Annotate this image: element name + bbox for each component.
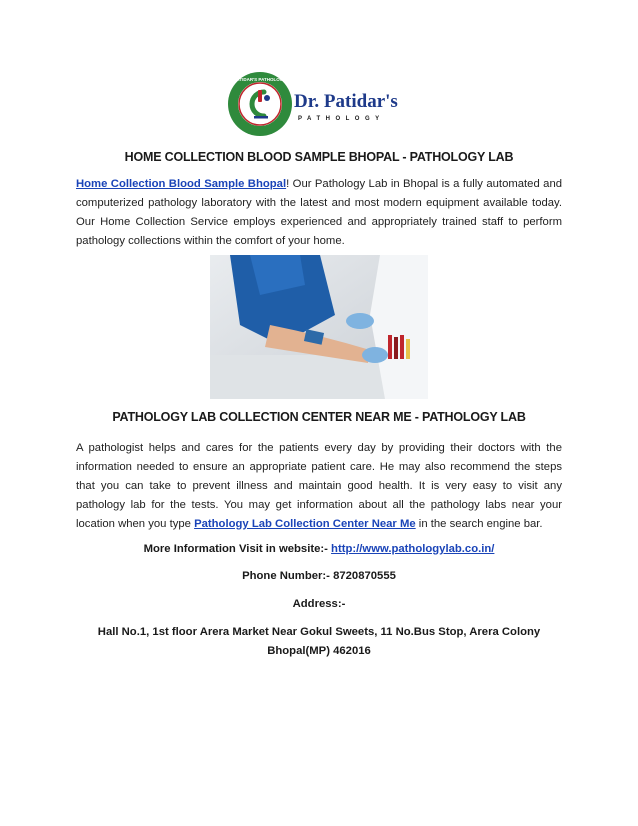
section1-heading: HOME COLLECTION BLOOD SAMPLE BHOPAL - PATHOLOGY LAB (124, 150, 514, 164)
info-label: More Information Visit in website:- (143, 543, 332, 555)
collection-center-link[interactable]: Pathology Lab Collection Center Near Me (194, 518, 416, 530)
section1-body: ! Our Pathology Lab in Bhopal is a fully automated and computerized pathology laboratory with the latest and most modern equipment available today. Our Home Collection Service employs experienced and appropriately trained staff to perform pathology collections within the comfort of your home. (76, 178, 563, 247)
phone-number: Phone Number:- 8720870555 (242, 570, 396, 582)
address-line-2: Bhopal(MP) 462016 (267, 645, 371, 657)
dr-patidars-logo (226, 68, 416, 140)
blood-sample-photo (210, 255, 428, 399)
section2-heading: PATHOLOGY LAB COLLECTION CENTER NEAR ME - PATHOLOGY LAB (112, 410, 526, 424)
address-label: Address:- (292, 598, 346, 610)
section2-body-end: in the search engine bar. (415, 518, 543, 530)
website-link[interactable]: http://www.pathologylab.co.in/ (331, 543, 495, 555)
address-line-1: Hall No.1, 1st floor Arera Market Near Gokul Sweets, 11 No.Bus Stop, Arera Colony (97, 626, 541, 638)
home-collection-link[interactable]: Home Collection Blood Sample Bhopal (76, 178, 287, 190)
website-line (0, 543, 638, 555)
section1-paragraph (76, 175, 562, 251)
logo-graphic (226, 68, 416, 140)
logo-tagline: PATHOLOGY (298, 116, 385, 122)
section2-body: A pathologist helps and cares for the patients every day by providing their doctors with the information needed to ensure an appropriate patient care. He may also recommend the steps that you can take to prevent illness and maintain good health. It is very easy to visit any pathology lab for the tests. You may get information about all the pathology labs near your location when you type (76, 442, 562, 530)
section2-paragraph (76, 439, 562, 534)
logo-seal-text: PATIDAR'S PATHOLOGY (233, 77, 287, 82)
logo-brand-name: Dr. Patidar's (294, 91, 398, 112)
